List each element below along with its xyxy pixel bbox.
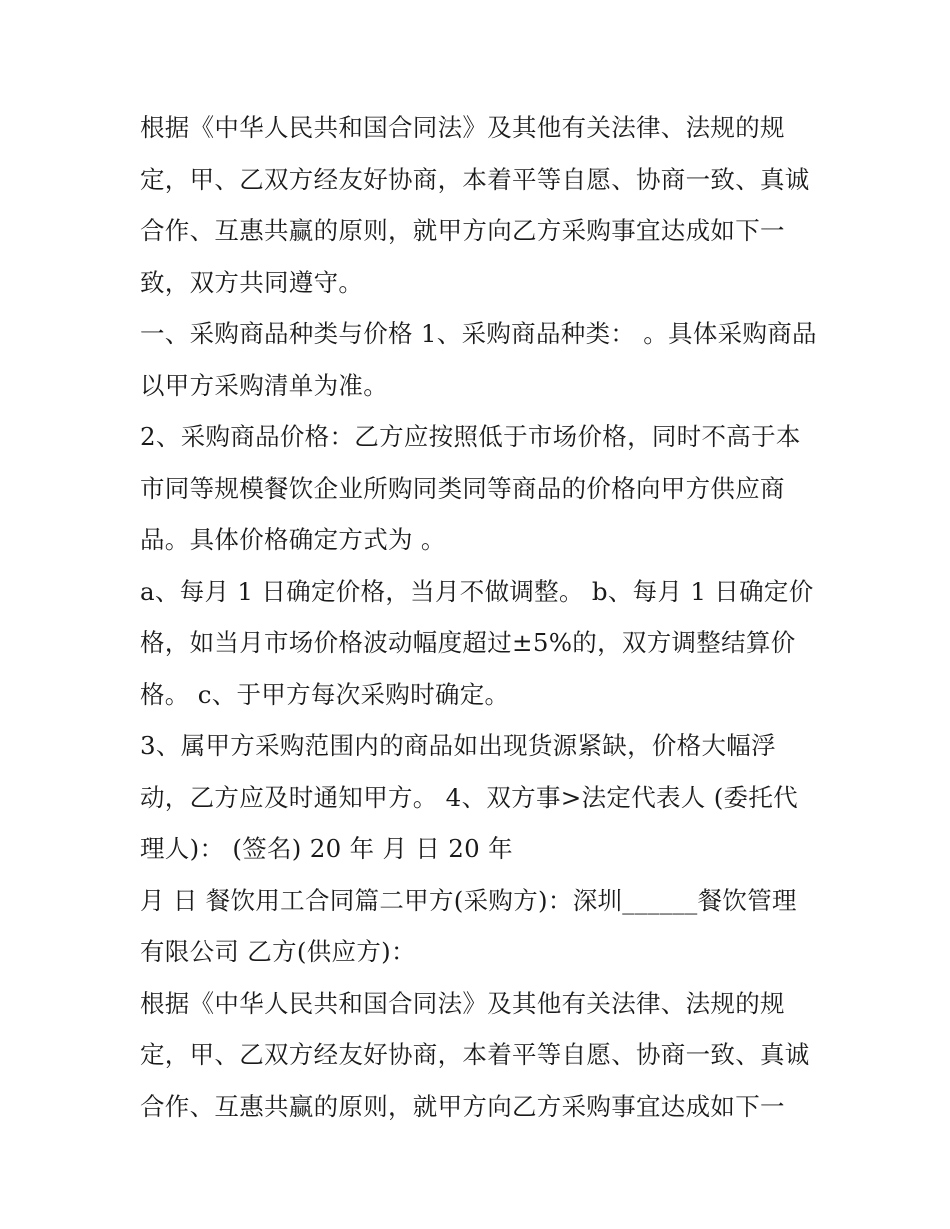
paragraph-contract-two-parties: 月 日 餐饮用工合同篇二甲方(采购方)：深圳______餐饮管理有限公司 乙方(供应方)： [140,885,797,966]
paragraph-product-types: 一、采购商品种类与价格 1、采购商品种类： 。具体采购商品以甲方采购清单为准。 [140,319,817,400]
paragraph-product-prices: 2、采购商品价格：乙方应按照低于市场价格，同时不高于本市同等规模餐饮企业所购同类同等商品的价格向甲方供应商品。具体价格确定方式为 。 [140,422,801,554]
paragraph-shortage-notice: 3、属甲方采购范围内的商品如出现货源紧缺，价格大幅浮动，乙方应及时通知甲方。 4、双方事>法定代表人 (委托代理人)： (签名) 20 年 月 日 20 年 [140,731,798,863]
paragraph-contract-basis: 根据《中华人民共和国合同法》及其他有关法律、法规的规定，甲、乙双方经友好协商，本着平等自愿、协商一致、真诚合作、互惠共赢的原则，就甲方向乙方采购事宜达成如下一致，双方共同遵守。 [140,113,810,297]
document-body [140,102,820,1132]
paragraph-price-options: a、每月 1 日确定价格，当月不做调整。 b、每月 1 日确定价格，如当月市场价格波动幅度超过±5%的，双方调整结算价格。 c、于甲方每次采购时确定。 [140,576,814,709]
paragraph-contract-basis-repeat: 根据《中华人民共和国合同法》及其他有关法律、法规的规定，甲、乙双方经友好协商，本着平等自愿、协商一致、真诚合作、互惠共赢的原则，就甲方向乙方采购事宜达成如下一 [140,988,810,1121]
